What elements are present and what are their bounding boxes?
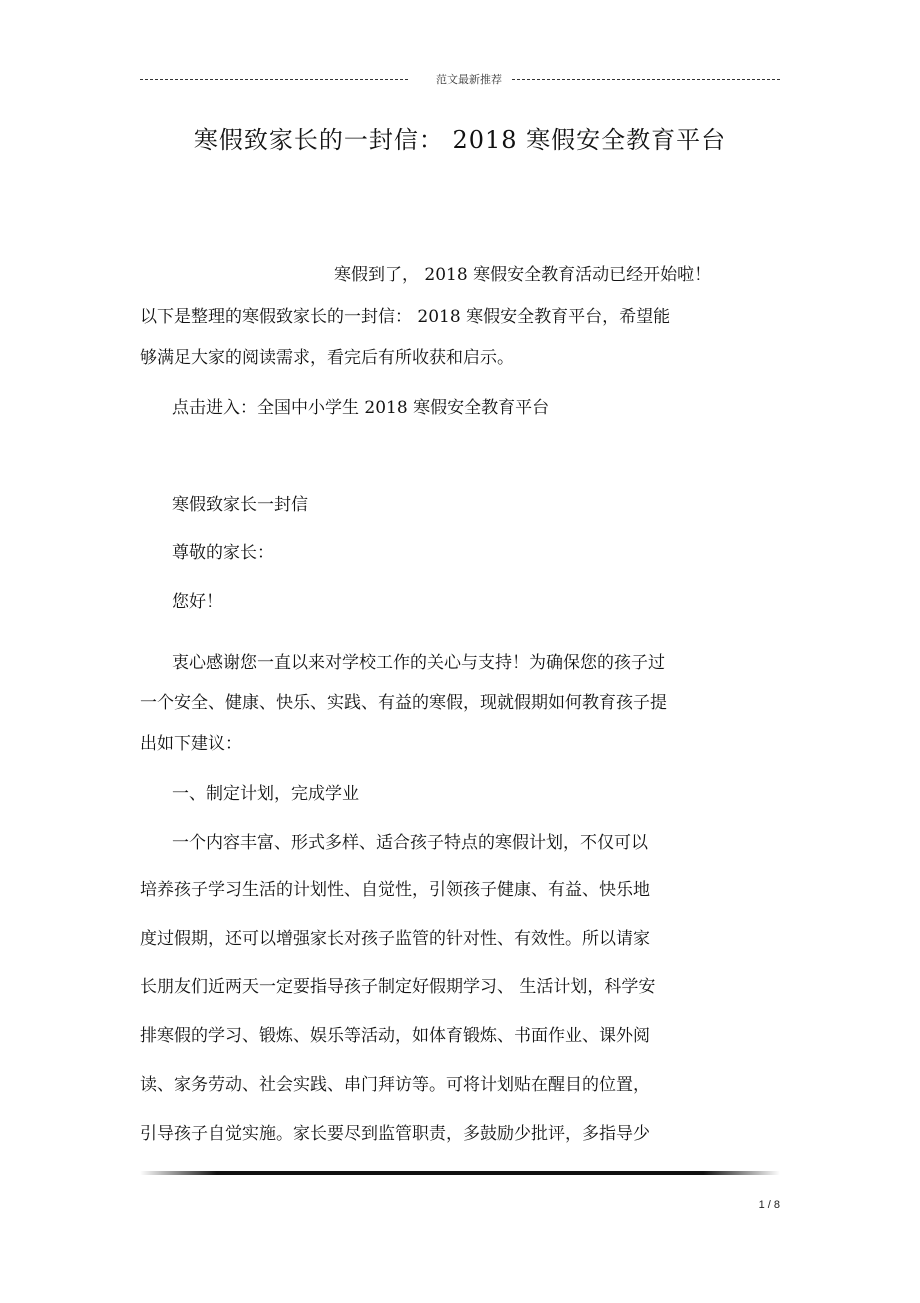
paragraph-line: 衷心感谢您一直以来对学校工作的关心与支持！为确保您的孩子过	[172, 653, 665, 673]
footer-rule	[140, 1171, 780, 1175]
paragraph-line: 读、家务劳动、社会实践、串门拜访等。可将计划贴在醒目的位置，	[140, 1075, 650, 1095]
paragraph-line: 培养孩子学习生活的计划性、自觉性，引领孩子健康、有益、快乐地	[140, 880, 650, 900]
header-rule-right	[512, 79, 780, 80]
page-header	[140, 70, 780, 88]
paragraph-line: 一个内容丰富、形式多样、适合孩子特点的寒假计划，不仅可以	[172, 833, 648, 853]
document-title: 寒假致家长的一封信： 2018 寒假安全教育平台	[193, 126, 727, 154]
paragraph-line: 出如下建议：	[140, 734, 242, 754]
paragraph-line: 一个安全、健康、快乐、实践、有益的寒假，现就假期如何教育孩子提	[140, 693, 667, 713]
salutation: 尊敬的家长：	[172, 543, 274, 563]
page-number: 1 / 8	[758, 1199, 780, 1211]
paragraph-line: 长朋友们近两天一定要指导孩子制定好假期学习、 生活计划，科学安	[140, 977, 656, 997]
section-heading: 一、制定计划，完成学业	[172, 784, 359, 804]
paragraph-line: 排寒假的学习、锻炼、娱乐等活动，如体育锻炼、书面作业、课外阅	[140, 1026, 650, 1046]
paragraph-line: 寒假到了， 2018 寒假安全教育活动已经开始啦！	[334, 265, 712, 285]
header-label: 范文最新推荐	[436, 73, 502, 86]
paragraph-line: 引导孩子自觉实施。家长要尽到监管职责，多鼓励少批评，多指导少	[140, 1124, 650, 1144]
paragraph-line: 够满足大家的阅读需求，看完后有所收获和启示。	[140, 348, 514, 368]
letter-heading: 寒假致家长一封信	[172, 495, 308, 515]
header-rule-left	[140, 79, 408, 80]
link-line[interactable]: 点击进入：全国中小学生 2018 寒假安全教育平台	[172, 398, 550, 418]
paragraph-line: 度过假期，还可以增强家长对孩子监管的针对性、有效性。所以请家	[140, 929, 650, 949]
paragraph-line: 以下是整理的寒假致家长的一封信： 2018 寒假安全教育平台，希望能	[140, 307, 671, 327]
greeting: 您好！	[172, 592, 223, 612]
